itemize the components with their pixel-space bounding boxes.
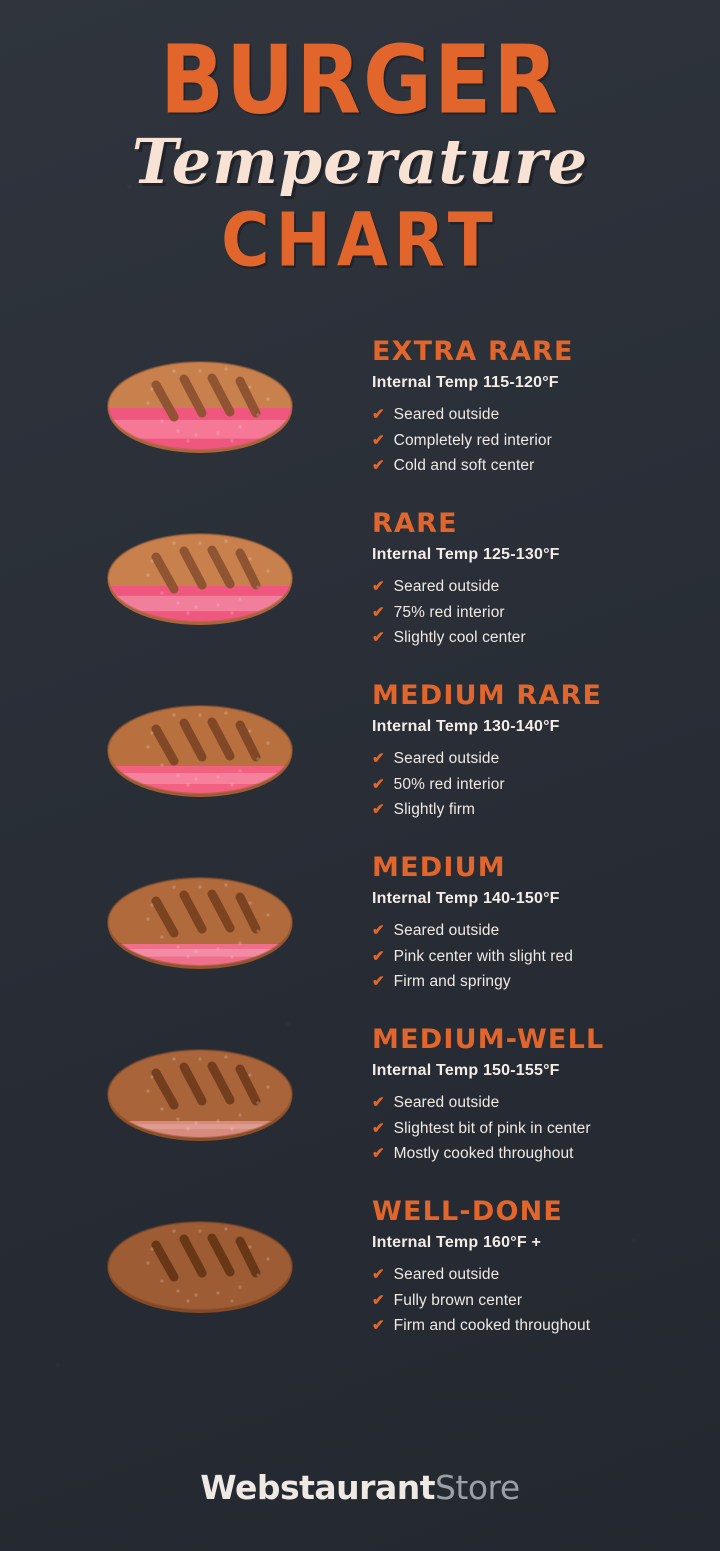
list-item bbox=[372, 428, 720, 453]
list-item-label: Seared outside bbox=[393, 1266, 500, 1284]
list-item-label: Seared outside bbox=[393, 922, 500, 940]
list-item-label: Completely red interior bbox=[393, 431, 552, 449]
list-item-label: Mostly cooked throughout bbox=[393, 1144, 574, 1162]
burger-patty-illustration bbox=[100, 498, 330, 650]
list-item-label: 50% red interior bbox=[393, 775, 505, 793]
list-item bbox=[372, 1262, 720, 1287]
check-icon: ✔ bbox=[372, 603, 385, 621]
list-item-label: Fully brown center bbox=[393, 1291, 523, 1309]
list-item bbox=[372, 1116, 720, 1141]
list-item bbox=[372, 746, 720, 771]
check-icon: ✔ bbox=[372, 775, 385, 793]
doneness-info bbox=[330, 670, 720, 822]
list-item-label: Seared outside bbox=[393, 750, 500, 768]
check-icon: ✔ bbox=[372, 406, 385, 424]
list-item bbox=[372, 453, 720, 478]
doneness-title: MEDIUM-WELL bbox=[372, 1024, 605, 1056]
doneness-row bbox=[0, 842, 720, 1014]
doneness-row bbox=[0, 1014, 720, 1186]
check-icon: ✔ bbox=[372, 1094, 385, 1112]
check-icon: ✔ bbox=[372, 456, 385, 474]
internal-temp-label: Internal Temp 160°F + bbox=[372, 1234, 542, 1252]
check-icon: ✔ bbox=[372, 1144, 385, 1162]
doneness-title: EXTRA RARE bbox=[372, 336, 574, 368]
characteristics-list bbox=[372, 746, 720, 822]
check-icon: ✔ bbox=[372, 800, 385, 818]
check-icon: ✔ bbox=[372, 1119, 385, 1137]
doneness-info bbox=[330, 1014, 720, 1166]
title-block bbox=[0, 0, 720, 284]
burger-patty-illustration bbox=[100, 1014, 330, 1166]
brand-part-2: Store bbox=[434, 1468, 520, 1507]
list-item-label: Firm and springy bbox=[393, 972, 511, 990]
check-icon: ✔ bbox=[372, 431, 385, 449]
check-icon: ✔ bbox=[372, 1266, 385, 1284]
page-title-chart: CHART bbox=[221, 197, 499, 284]
list-item bbox=[372, 1313, 720, 1338]
internal-temp-label: Internal Temp 150-155°F bbox=[372, 1062, 560, 1080]
list-item bbox=[372, 797, 720, 822]
doneness-info bbox=[330, 1186, 720, 1338]
internal-temp-label: Internal Temp 115-120°F bbox=[372, 374, 559, 392]
list-item bbox=[372, 600, 720, 625]
characteristics-list bbox=[372, 918, 720, 994]
doneness-info bbox=[330, 842, 720, 994]
doneness-row bbox=[0, 670, 720, 842]
check-icon: ✔ bbox=[372, 578, 385, 596]
check-icon: ✔ bbox=[372, 922, 385, 940]
check-icon: ✔ bbox=[372, 750, 385, 768]
characteristics-list bbox=[372, 574, 720, 650]
list-item bbox=[372, 969, 720, 994]
list-item-label: Pink center with slight red bbox=[393, 947, 573, 965]
list-item bbox=[372, 1090, 720, 1115]
doneness-row bbox=[0, 498, 720, 670]
list-item bbox=[372, 574, 720, 599]
list-item bbox=[372, 944, 720, 969]
doneness-row bbox=[0, 1186, 720, 1358]
characteristics-list bbox=[372, 402, 720, 478]
burger-patty-illustration bbox=[100, 1186, 330, 1338]
doneness-row bbox=[0, 326, 720, 498]
list-item bbox=[372, 918, 720, 943]
internal-temp-label: Internal Temp 140-150°F bbox=[372, 890, 560, 908]
doneness-title: MEDIUM bbox=[372, 852, 506, 884]
list-item bbox=[372, 1141, 720, 1166]
list-item bbox=[372, 1288, 720, 1313]
footer bbox=[0, 1468, 720, 1507]
burger-patty-illustration bbox=[100, 842, 330, 994]
page-title-temperature: Temperature bbox=[131, 125, 589, 199]
list-item-label: Seared outside bbox=[393, 1094, 500, 1112]
check-icon: ✔ bbox=[372, 947, 385, 965]
page-title-burger: BURGER bbox=[160, 25, 560, 135]
check-icon: ✔ bbox=[372, 972, 385, 990]
list-item-label: Slightest bit of pink in center bbox=[393, 1119, 591, 1137]
list-item-label: 75% red interior bbox=[393, 603, 505, 621]
doneness-info bbox=[330, 498, 720, 650]
brand-part-1: Webstaurant bbox=[200, 1468, 435, 1507]
doneness-info bbox=[330, 326, 720, 478]
characteristics-list bbox=[372, 1090, 720, 1166]
doneness-rows bbox=[0, 326, 720, 1358]
burger-patty-illustration bbox=[100, 326, 330, 478]
list-item-label: Firm and cooked throughout bbox=[393, 1316, 591, 1334]
list-item bbox=[372, 402, 720, 427]
doneness-title: WELL-DONE bbox=[372, 1196, 564, 1228]
doneness-title: MEDIUM RARE bbox=[372, 680, 603, 712]
list-item bbox=[372, 625, 720, 650]
list-item-label: Cold and soft center bbox=[393, 456, 535, 474]
characteristics-list bbox=[372, 1262, 720, 1338]
check-icon: ✔ bbox=[372, 1316, 385, 1334]
list-item bbox=[372, 772, 720, 797]
list-item-label: Seared outside bbox=[393, 406, 500, 424]
doneness-title: RARE bbox=[372, 508, 458, 540]
list-item-label: Slightly firm bbox=[393, 800, 476, 818]
burger-patty-illustration bbox=[100, 670, 330, 822]
brand-logo bbox=[0, 1468, 720, 1507]
internal-temp-label: Internal Temp 130-140°F bbox=[372, 718, 560, 736]
internal-temp-label: Internal Temp 125-130°F bbox=[372, 546, 560, 564]
list-item-label: Seared outside bbox=[393, 578, 500, 596]
check-icon: ✔ bbox=[372, 1291, 385, 1309]
check-icon: ✔ bbox=[372, 628, 385, 646]
list-item-label: Slightly cool center bbox=[393, 628, 526, 646]
